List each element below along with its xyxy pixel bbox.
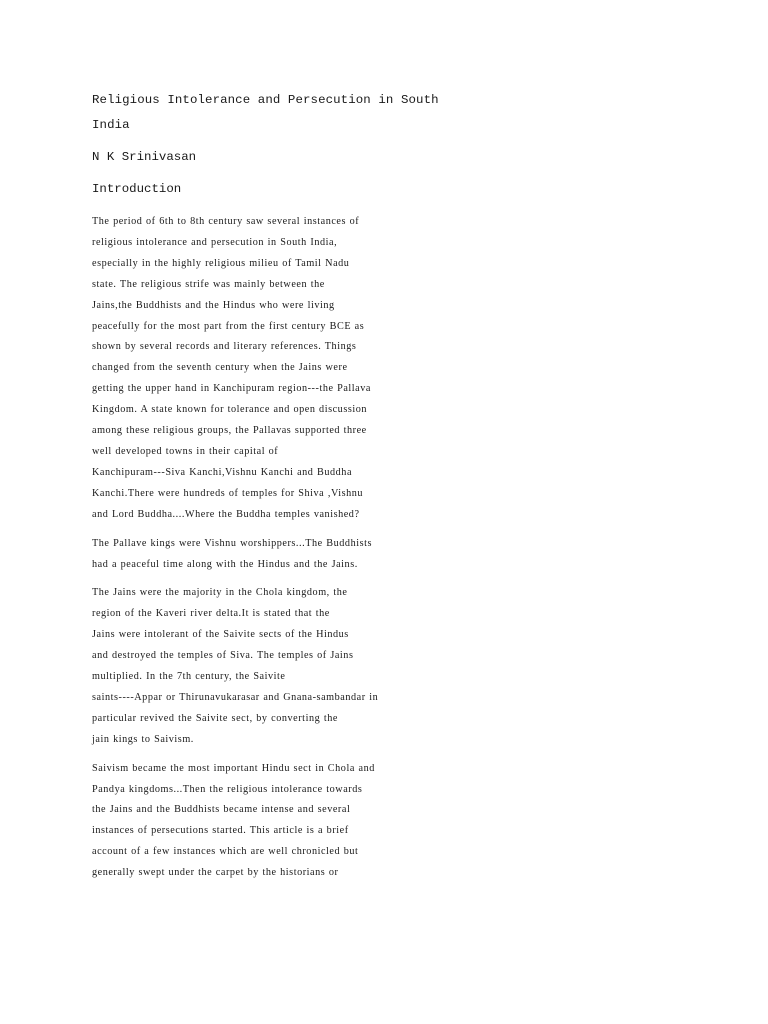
paragraph-line: region of the Kaveri river delta.It is stated that the xyxy=(92,608,330,620)
paragraph-line: and Lord Buddha....Where the Buddha temples vanished? xyxy=(92,508,360,520)
paragraph-line: especially in the highly religious milieu of Tamil Nadu xyxy=(92,257,350,269)
paragraph-line: Jains,the Buddhists and the Hindus who were living xyxy=(92,299,335,311)
paragraph-line: particular revived the Saivite sect, by converting the xyxy=(92,712,338,724)
paragraph-line: peacefully for the most part from the first century BCE as xyxy=(92,320,365,332)
paragraph-line: Pandya kingdoms...Then the religious intolerance towards xyxy=(92,783,363,795)
paragraph-line: well developed towns in their capital of xyxy=(92,445,279,457)
author-name: N K Srinivasan xyxy=(92,150,197,164)
paragraph-line: Saivism became the most important Hindu sect in Chola and xyxy=(92,762,375,774)
paragraph-line: had a peaceful time along with the Hindus and the Jains. xyxy=(92,558,358,570)
paragraph-line: state. The religious strife was mainly between the xyxy=(92,278,325,290)
title-line-1: Religious Intolerance and Persecution in South xyxy=(92,93,439,107)
paragraph-line: generally swept under the carpet by the historians or xyxy=(92,867,339,879)
paragraph-line: religious intolerance and persecution in South India, xyxy=(92,236,338,248)
paragraph-2 xyxy=(92,534,452,576)
paragraph-line: getting the upper hand in Kanchipuram region---the Pallava xyxy=(92,383,371,395)
paragraph-line: among these religious groups, the Pallavas supported three xyxy=(92,425,367,437)
title-line-2: India xyxy=(92,118,130,132)
paragraph-1 xyxy=(92,212,452,526)
paragraph-4 xyxy=(92,759,452,884)
section-heading: Introduction xyxy=(92,182,182,196)
paragraph-line: account of a few instances which are well chronicled but xyxy=(92,846,359,858)
paragraph-line: Kanchipuram---Siva Kanchi,Vishnu Kanchi and Buddha xyxy=(92,466,353,478)
paragraph-line: The Pallave kings were Vishnu worshippers...The Buddhists xyxy=(92,537,372,549)
paragraph-line: multiplied. In the 7th century, the Saivite xyxy=(92,671,286,683)
paragraph-3 xyxy=(92,583,452,750)
document-page xyxy=(92,88,452,884)
paragraph-line: Jains were intolerant of the Saivite sects of the Hindus xyxy=(92,629,349,641)
paragraph-line: The period of 6th to 8th century saw several instances of xyxy=(92,216,360,227)
paragraph-line: instances of persecutions started. This article is a brief xyxy=(92,825,349,837)
paragraph-line: the Jains and the Buddhists became intense and several xyxy=(92,804,351,816)
paragraph-line: Kanchi.There were hundreds of temples for Shiva ,Vishnu xyxy=(92,487,364,499)
paragraph-line: The Jains were the majority in the Chola kingdom, the xyxy=(92,587,348,599)
paragraph-line: shown by several records and literary references. Things xyxy=(92,341,357,353)
paragraph-line: and destroyed the temples of Siva. The temples of Jains xyxy=(92,650,354,662)
paragraph-line: Kingdom. A state known for tolerance and open discussion xyxy=(92,404,368,416)
paragraph-line: jain kings to Saivism. xyxy=(92,733,194,745)
paragraph-line: changed from the seventh century when the Jains were xyxy=(92,362,348,374)
paragraph-line: saints----Appar or Thirunavukarasar and Gnana-sambandar in xyxy=(92,691,379,703)
document-title xyxy=(92,88,452,138)
